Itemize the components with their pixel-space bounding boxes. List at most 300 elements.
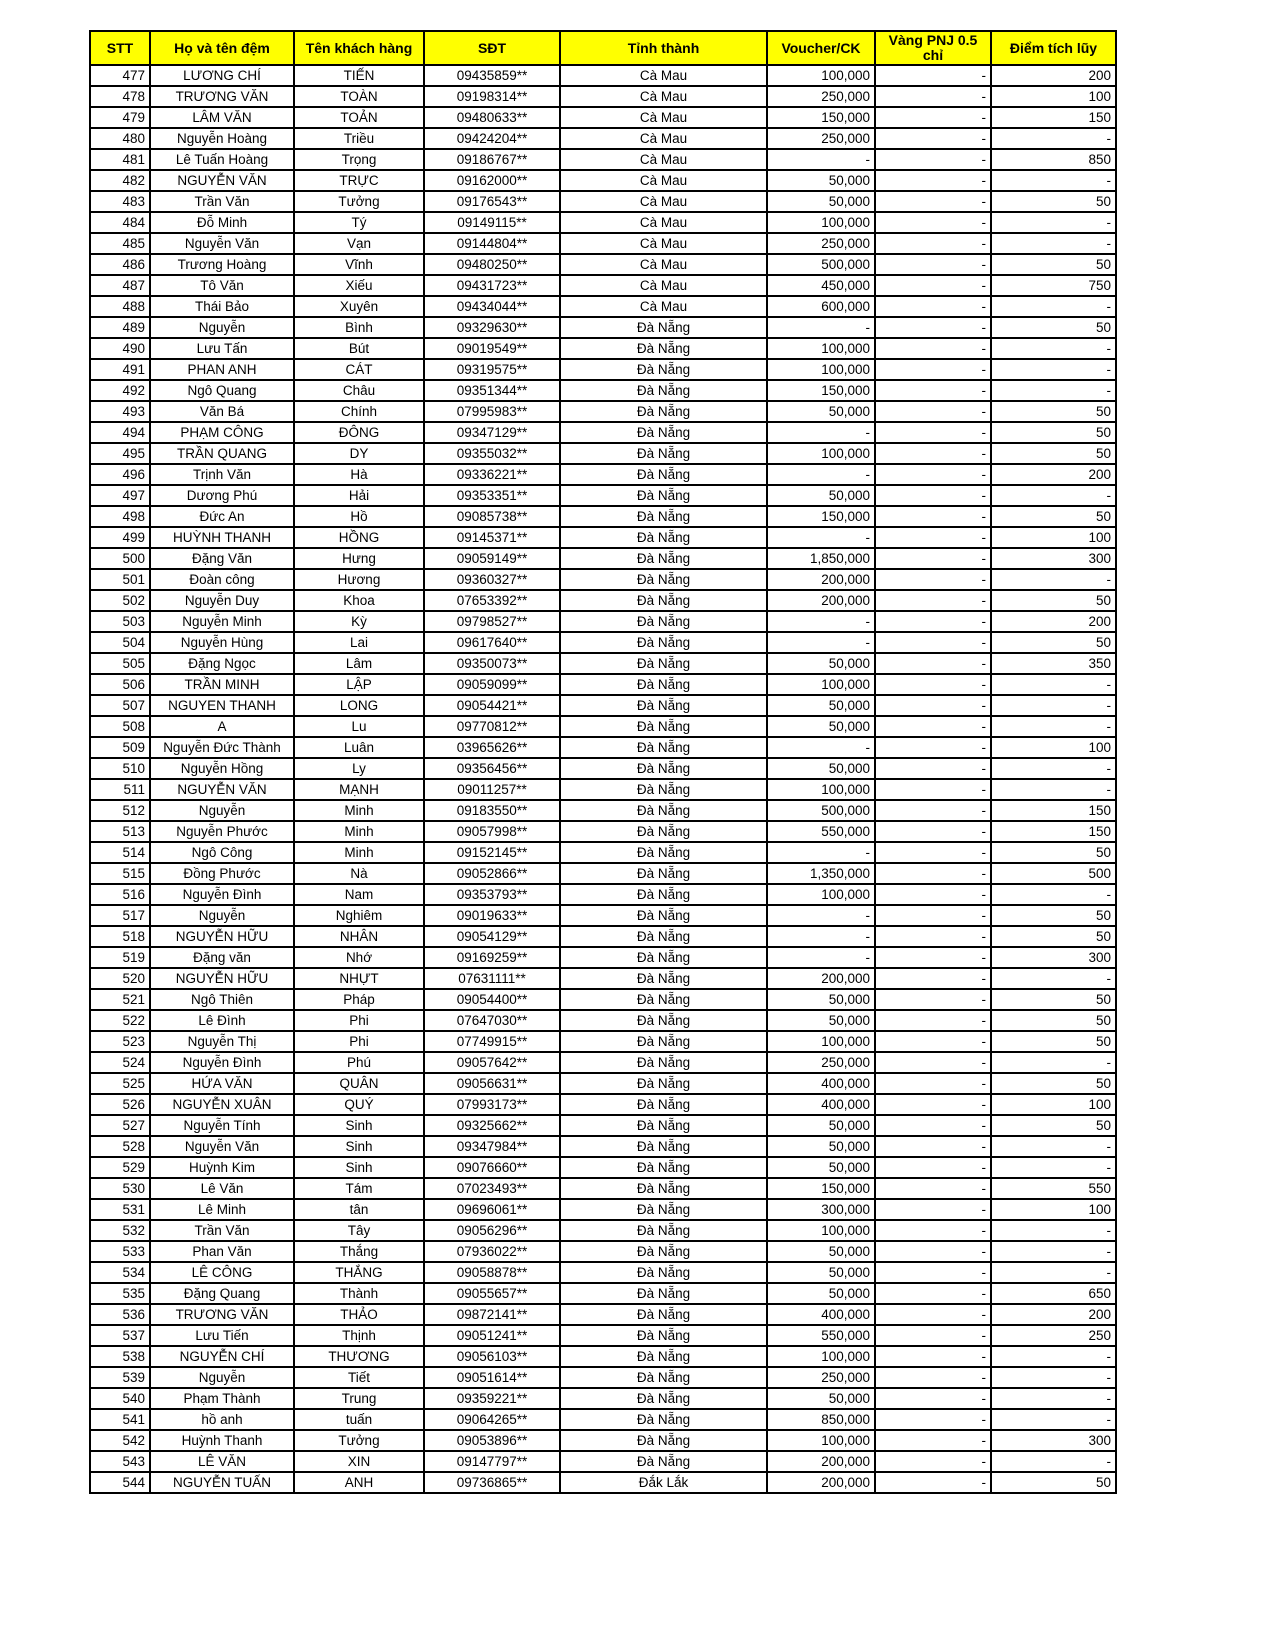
cell-voucher_ck: 50,000 (767, 716, 875, 737)
cell-ho_ten_dem: Nguyễn Văn (150, 233, 294, 254)
cell-voucher_ck: 450,000 (767, 275, 875, 296)
cell-diem_tich_luy: 650 (991, 1283, 1116, 1304)
cell-sdt: 09053896** (424, 1430, 560, 1451)
table-row (90, 1262, 1116, 1283)
table-row (90, 170, 1116, 191)
cell-voucher_ck: 1,850,000 (767, 548, 875, 569)
cell-vang_pnj: - (875, 1304, 991, 1325)
table-row (90, 884, 1116, 905)
cell-vang_pnj: - (875, 1430, 991, 1451)
cell-ten_khach: Tưởng (294, 191, 424, 212)
cell-ten_khach: CÁT (294, 359, 424, 380)
cell-diem_tich_luy: 750 (991, 275, 1116, 296)
cell-tinh_thanh: Đà Nẵng (560, 716, 767, 737)
cell-ho_ten_dem: Phan Văn (150, 1241, 294, 1262)
cell-ho_ten_dem: LÊ CÔNG (150, 1262, 294, 1283)
cell-diem_tich_luy: 100 (991, 1199, 1116, 1220)
table-row (90, 1346, 1116, 1367)
cell-sdt: 09056296** (424, 1220, 560, 1241)
cell-diem_tich_luy: 100 (991, 527, 1116, 548)
cell-vang_pnj: - (875, 800, 991, 821)
cell-sdt: 07995983** (424, 401, 560, 422)
cell-diem_tich_luy: 50 (991, 191, 1116, 212)
cell-voucher_ck: 150,000 (767, 380, 875, 401)
cell-voucher_ck: 200,000 (767, 1451, 875, 1472)
cell-ho_ten_dem: Đặng văn (150, 947, 294, 968)
cell-ho_ten_dem: NGUYỄN CHÍ (150, 1346, 294, 1367)
cell-stt: 483 (90, 191, 150, 212)
cell-tinh_thanh: Đà Nẵng (560, 422, 767, 443)
cell-ho_ten_dem: Lê Đình (150, 1010, 294, 1031)
table-row (90, 1178, 1116, 1199)
cell-stt: 486 (90, 254, 150, 275)
column-header-ho_ten_dem: Họ và tên đệm (150, 31, 294, 65)
cell-voucher_ck: 150,000 (767, 1178, 875, 1199)
cell-sdt: 09057642** (424, 1052, 560, 1073)
cell-stt: 536 (90, 1304, 150, 1325)
cell-diem_tich_luy: - (991, 338, 1116, 359)
cell-sdt: 09085738** (424, 506, 560, 527)
cell-ten_khach: Thắng (294, 1241, 424, 1262)
cell-stt: 505 (90, 653, 150, 674)
cell-stt: 543 (90, 1451, 150, 1472)
cell-vang_pnj: - (875, 653, 991, 674)
cell-ten_khach: Hà (294, 464, 424, 485)
cell-sdt: 09054421** (424, 695, 560, 716)
cell-ten_khach: Pháp (294, 989, 424, 1010)
cell-ten_khach: Phi (294, 1031, 424, 1052)
cell-ho_ten_dem: Trần Văn (150, 191, 294, 212)
cell-voucher_ck: 100,000 (767, 65, 875, 86)
column-header-voucher_ck: Voucher/CK (767, 31, 875, 65)
table-row (90, 1157, 1116, 1178)
cell-diem_tich_luy: - (991, 1136, 1116, 1157)
table-row (90, 1367, 1116, 1388)
cell-ho_ten_dem: Văn Bá (150, 401, 294, 422)
cell-tinh_thanh: Đà Nẵng (560, 443, 767, 464)
table-row (90, 296, 1116, 317)
cell-vang_pnj: - (875, 926, 991, 947)
cell-ten_khach: TIẾN (294, 65, 424, 86)
cell-vang_pnj: - (875, 338, 991, 359)
cell-sdt: 09480633** (424, 107, 560, 128)
table-row (90, 1052, 1116, 1073)
cell-ho_ten_dem: LƯƠNG CHÍ (150, 65, 294, 86)
cell-ten_khach: Nam (294, 884, 424, 905)
cell-ho_ten_dem: Nguyễn (150, 1367, 294, 1388)
cell-sdt: 09183550** (424, 800, 560, 821)
table-row (90, 758, 1116, 779)
table-row (90, 1388, 1116, 1409)
cell-diem_tich_luy: 50 (991, 1073, 1116, 1094)
cell-stt: 516 (90, 884, 150, 905)
cell-vang_pnj: - (875, 1409, 991, 1430)
cell-tinh_thanh: Đà Nẵng (560, 611, 767, 632)
cell-vang_pnj: - (875, 506, 991, 527)
cell-voucher_ck: 50,000 (767, 1388, 875, 1409)
cell-ho_ten_dem: Trần Văn (150, 1220, 294, 1241)
cell-diem_tich_luy: - (991, 1262, 1116, 1283)
cell-sdt: 09353793** (424, 884, 560, 905)
cell-tinh_thanh: Đà Nẵng (560, 779, 767, 800)
table-row (90, 611, 1116, 632)
cell-voucher_ck: - (767, 611, 875, 632)
table-row (90, 485, 1116, 506)
table-row (90, 317, 1116, 338)
cell-tinh_thanh: Đà Nẵng (560, 1115, 767, 1136)
cell-diem_tich_luy: - (991, 758, 1116, 779)
cell-sdt: 09351344** (424, 380, 560, 401)
cell-tinh_thanh: Đà Nẵng (560, 1241, 767, 1262)
cell-sdt: 09051614** (424, 1367, 560, 1388)
cell-voucher_ck: 200,000 (767, 968, 875, 989)
cell-sdt: 09076660** (424, 1157, 560, 1178)
cell-diem_tich_luy: - (991, 296, 1116, 317)
cell-voucher_ck: - (767, 842, 875, 863)
cell-diem_tich_luy: 300 (991, 947, 1116, 968)
cell-stt: 529 (90, 1157, 150, 1178)
cell-ho_ten_dem: HUỲNH THANH (150, 527, 294, 548)
cell-ho_ten_dem: Trịnh Văn (150, 464, 294, 485)
column-header-sdt: SĐT (424, 31, 560, 65)
cell-vang_pnj: - (875, 947, 991, 968)
cell-ten_khach: Châu (294, 380, 424, 401)
cell-sdt: 09144804** (424, 233, 560, 254)
cell-sdt: 09147797** (424, 1451, 560, 1472)
cell-ten_khach: Kỳ (294, 611, 424, 632)
cell-vang_pnj: - (875, 884, 991, 905)
cell-voucher_ck: 50,000 (767, 1241, 875, 1262)
column-header-stt: STT (90, 31, 150, 65)
cell-ho_ten_dem: Dương Phú (150, 485, 294, 506)
cell-vang_pnj: - (875, 905, 991, 926)
cell-stt: 510 (90, 758, 150, 779)
cell-ho_ten_dem: NGUYEN THANH (150, 695, 294, 716)
cell-vang_pnj: - (875, 590, 991, 611)
cell-voucher_ck: 300,000 (767, 1199, 875, 1220)
cell-stt: 487 (90, 275, 150, 296)
cell-voucher_ck: - (767, 926, 875, 947)
cell-stt: 518 (90, 926, 150, 947)
cell-ho_ten_dem: Nguyễn Tính (150, 1115, 294, 1136)
cell-stt: 490 (90, 338, 150, 359)
cell-voucher_ck: - (767, 632, 875, 653)
cell-ten_khach: Lâm (294, 653, 424, 674)
cell-ten_khach: MẠNH (294, 779, 424, 800)
cell-vang_pnj: - (875, 1451, 991, 1472)
cell-voucher_ck: 50,000 (767, 1262, 875, 1283)
cell-stt: 542 (90, 1430, 150, 1451)
cell-voucher_ck: 100,000 (767, 779, 875, 800)
cell-stt: 534 (90, 1262, 150, 1283)
cell-ho_ten_dem: Nguyễn Hùng (150, 632, 294, 653)
cell-ten_khach: Hải (294, 485, 424, 506)
cell-ten_khach: THƯƠNG (294, 1346, 424, 1367)
cell-voucher_ck: 50,000 (767, 1010, 875, 1031)
cell-stt: 502 (90, 590, 150, 611)
cell-vang_pnj: - (875, 1031, 991, 1052)
cell-vang_pnj: - (875, 485, 991, 506)
table-header (90, 31, 1116, 65)
customer-table (89, 30, 1117, 1494)
table-row (90, 569, 1116, 590)
cell-stt: 501 (90, 569, 150, 590)
cell-ho_ten_dem: Nguyễn Đình (150, 884, 294, 905)
cell-ten_khach: Tý (294, 212, 424, 233)
cell-voucher_ck: 50,000 (767, 1157, 875, 1178)
cell-diem_tich_luy: 50 (991, 905, 1116, 926)
cell-tinh_thanh: Đà Nẵng (560, 653, 767, 674)
cell-ten_khach: QUÝ (294, 1094, 424, 1115)
cell-vang_pnj: - (875, 464, 991, 485)
cell-stt: 492 (90, 380, 150, 401)
cell-vang_pnj: - (875, 254, 991, 275)
cell-ho_ten_dem: Nguyễn (150, 800, 294, 821)
cell-ten_khach: Nhớ (294, 947, 424, 968)
cell-tinh_thanh: Đà Nẵng (560, 464, 767, 485)
cell-diem_tich_luy: 850 (991, 149, 1116, 170)
cell-sdt: 09360327** (424, 569, 560, 590)
cell-sdt: 09145371** (424, 527, 560, 548)
cell-ten_khach: Hương (294, 569, 424, 590)
cell-vang_pnj: - (875, 401, 991, 422)
cell-ten_khach: Nghiêm (294, 905, 424, 926)
cell-vang_pnj: - (875, 1325, 991, 1346)
cell-stt: 538 (90, 1346, 150, 1367)
cell-sdt: 09353351** (424, 485, 560, 506)
table-row (90, 128, 1116, 149)
cell-sdt: 09054129** (424, 926, 560, 947)
cell-voucher_ck: 500,000 (767, 800, 875, 821)
cell-sdt: 09186767** (424, 149, 560, 170)
cell-tinh_thanh: Cà Mau (560, 191, 767, 212)
cell-diem_tich_luy: 50 (991, 317, 1116, 338)
cell-stt: 485 (90, 233, 150, 254)
cell-sdt: 09149115** (424, 212, 560, 233)
cell-voucher_ck: 50,000 (767, 1283, 875, 1304)
cell-diem_tich_luy: 100 (991, 1094, 1116, 1115)
cell-tinh_thanh: Đà Nẵng (560, 1178, 767, 1199)
cell-vang_pnj: - (875, 1388, 991, 1409)
cell-diem_tich_luy: 50 (991, 590, 1116, 611)
cell-sdt: 09019633** (424, 905, 560, 926)
cell-voucher_ck: - (767, 947, 875, 968)
cell-ten_khach: Xiếu (294, 275, 424, 296)
cell-ho_ten_dem: Nguyễn Thị (150, 1031, 294, 1052)
cell-tinh_thanh: Cà Mau (560, 275, 767, 296)
cell-stt: 540 (90, 1388, 150, 1409)
cell-sdt: 09736865** (424, 1472, 560, 1493)
cell-ten_khach: Sinh (294, 1157, 424, 1178)
cell-tinh_thanh: Đà Nẵng (560, 1451, 767, 1472)
cell-tinh_thanh: Đà Nẵng (560, 1199, 767, 1220)
cell-sdt: 09347984** (424, 1136, 560, 1157)
cell-tinh_thanh: Đà Nẵng (560, 527, 767, 548)
cell-vang_pnj: - (875, 1220, 991, 1241)
cell-diem_tich_luy: - (991, 1451, 1116, 1472)
cell-voucher_ck: 250,000 (767, 1052, 875, 1073)
cell-ten_khach: Minh (294, 842, 424, 863)
cell-vang_pnj: - (875, 86, 991, 107)
cell-sdt: 03965626** (424, 737, 560, 758)
cell-diem_tich_luy: 550 (991, 1178, 1116, 1199)
cell-ho_ten_dem: Đặng Quang (150, 1283, 294, 1304)
cell-voucher_ck: 100,000 (767, 359, 875, 380)
cell-stt: 515 (90, 863, 150, 884)
cell-ten_khach: Phú (294, 1052, 424, 1073)
table-row (90, 464, 1116, 485)
cell-voucher_ck: 50,000 (767, 191, 875, 212)
table-row (90, 338, 1116, 359)
cell-ten_khach: tân (294, 1199, 424, 1220)
cell-diem_tich_luy: - (991, 569, 1116, 590)
table-row (90, 527, 1116, 548)
cell-ho_ten_dem: Nguyễn Phước (150, 821, 294, 842)
table-row (90, 506, 1116, 527)
cell-voucher_ck: 150,000 (767, 506, 875, 527)
cell-tinh_thanh: Đà Nẵng (560, 905, 767, 926)
cell-stt: 488 (90, 296, 150, 317)
cell-stt: 525 (90, 1073, 150, 1094)
cell-voucher_ck: 100,000 (767, 1031, 875, 1052)
cell-ho_ten_dem: PHAN ANH (150, 359, 294, 380)
cell-vang_pnj: - (875, 170, 991, 191)
cell-vang_pnj: - (875, 1346, 991, 1367)
cell-ho_ten_dem: NGUYỄN TUẤN (150, 1472, 294, 1493)
cell-ten_khach: Trung (294, 1388, 424, 1409)
cell-voucher_ck: 200,000 (767, 590, 875, 611)
cell-ho_ten_dem: NGUYỄN HỮU (150, 926, 294, 947)
table-row (90, 254, 1116, 275)
cell-stt: 517 (90, 905, 150, 926)
cell-vang_pnj: - (875, 1283, 991, 1304)
table-row (90, 1409, 1116, 1430)
cell-sdt: 09019549** (424, 338, 560, 359)
cell-sdt: 09176543** (424, 191, 560, 212)
cell-diem_tich_luy: - (991, 968, 1116, 989)
cell-stt: 523 (90, 1031, 150, 1052)
cell-voucher_ck: 50,000 (767, 653, 875, 674)
cell-ho_ten_dem: Lê Văn (150, 1178, 294, 1199)
cell-ho_ten_dem: Nguyễn Hoàng (150, 128, 294, 149)
cell-ten_khach: Sinh (294, 1136, 424, 1157)
cell-diem_tich_luy: - (991, 1241, 1116, 1262)
cell-vang_pnj: - (875, 296, 991, 317)
cell-stt: 537 (90, 1325, 150, 1346)
cell-ten_khach: TOÀN (294, 86, 424, 107)
cell-sdt: 09058878** (424, 1262, 560, 1283)
cell-ten_khach: THẮNG (294, 1262, 424, 1283)
cell-vang_pnj: - (875, 716, 991, 737)
cell-ho_ten_dem: Đặng Văn (150, 548, 294, 569)
cell-tinh_thanh: Cà Mau (560, 212, 767, 233)
table-row (90, 863, 1116, 884)
cell-vang_pnj: - (875, 758, 991, 779)
cell-tinh_thanh: Đà Nẵng (560, 1409, 767, 1430)
cell-sdt: 09355032** (424, 443, 560, 464)
cell-vang_pnj: - (875, 107, 991, 128)
table-body (90, 65, 1116, 1493)
cell-ho_ten_dem: PHẠM CÔNG (150, 422, 294, 443)
cell-sdt: 09057998** (424, 821, 560, 842)
cell-diem_tich_luy: 200 (991, 464, 1116, 485)
cell-ho_ten_dem: Trương Hoàng (150, 254, 294, 275)
cell-tinh_thanh: Đà Nẵng (560, 1157, 767, 1178)
cell-diem_tich_luy: 50 (991, 632, 1116, 653)
table-row (90, 1325, 1116, 1346)
cell-tinh_thanh: Đà Nẵng (560, 380, 767, 401)
cell-diem_tich_luy: 50 (991, 926, 1116, 947)
table-row (90, 359, 1116, 380)
cell-ten_khach: HỒNG (294, 527, 424, 548)
cell-ten_khach: Sinh (294, 1115, 424, 1136)
cell-sdt: 09162000** (424, 170, 560, 191)
cell-voucher_ck: 100,000 (767, 1220, 875, 1241)
cell-stt: 495 (90, 443, 150, 464)
cell-tinh_thanh: Cà Mau (560, 149, 767, 170)
cell-diem_tich_luy: - (991, 674, 1116, 695)
cell-vang_pnj: - (875, 611, 991, 632)
cell-diem_tich_luy: 250 (991, 1325, 1116, 1346)
cell-vang_pnj: - (875, 863, 991, 884)
table-row (90, 443, 1116, 464)
cell-voucher_ck: 50,000 (767, 170, 875, 191)
cell-stt: 524 (90, 1052, 150, 1073)
cell-diem_tich_luy: 50 (991, 422, 1116, 443)
cell-voucher_ck: 250,000 (767, 128, 875, 149)
cell-voucher_ck: - (767, 737, 875, 758)
table-row (90, 989, 1116, 1010)
cell-vang_pnj: - (875, 359, 991, 380)
cell-stt: 514 (90, 842, 150, 863)
cell-sdt: 09329630** (424, 317, 560, 338)
cell-ten_khach: QUÂN (294, 1073, 424, 1094)
cell-sdt: 09055657** (424, 1283, 560, 1304)
cell-voucher_ck: 100,000 (767, 338, 875, 359)
table-row (90, 548, 1116, 569)
cell-vang_pnj: - (875, 779, 991, 800)
cell-vang_pnj: - (875, 989, 991, 1010)
cell-stt: 539 (90, 1367, 150, 1388)
cell-stt: 522 (90, 1010, 150, 1031)
cell-vang_pnj: - (875, 527, 991, 548)
cell-stt: 508 (90, 716, 150, 737)
cell-diem_tich_luy: 150 (991, 107, 1116, 128)
table-row (90, 233, 1116, 254)
cell-tinh_thanh: Đà Nẵng (560, 758, 767, 779)
cell-sdt: 07647030** (424, 1010, 560, 1031)
cell-diem_tich_luy: - (991, 485, 1116, 506)
cell-sdt: 09359221** (424, 1388, 560, 1409)
cell-stt: 489 (90, 317, 150, 338)
cell-sdt: 09152145** (424, 842, 560, 863)
table-row (90, 149, 1116, 170)
cell-tinh_thanh: Đà Nẵng (560, 1220, 767, 1241)
cell-diem_tich_luy: - (991, 359, 1116, 380)
cell-stt: 520 (90, 968, 150, 989)
cell-voucher_ck: 600,000 (767, 296, 875, 317)
table-row (90, 191, 1116, 212)
cell-ten_khach: Phi (294, 1010, 424, 1031)
cell-diem_tich_luy: 50 (991, 1472, 1116, 1493)
cell-ho_ten_dem: Nguyễn Đức Thành (150, 737, 294, 758)
cell-tinh_thanh: Đà Nẵng (560, 632, 767, 653)
cell-tinh_thanh: Đà Nẵng (560, 1262, 767, 1283)
cell-sdt: 09319575** (424, 359, 560, 380)
cell-sdt: 09480250** (424, 254, 560, 275)
cell-diem_tich_luy: 50 (991, 1010, 1116, 1031)
cell-ho_ten_dem: NGUYỄN VĂN (150, 170, 294, 191)
